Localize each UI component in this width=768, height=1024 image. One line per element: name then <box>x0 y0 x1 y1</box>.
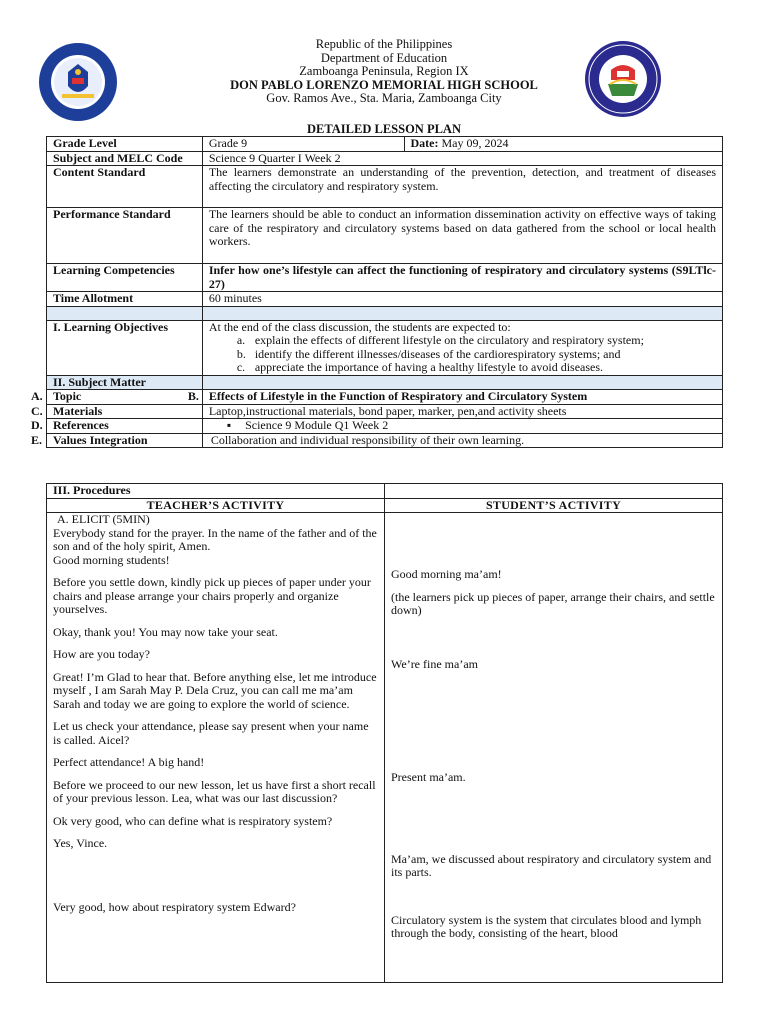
header-address: Gov. Ramos Ave., Sta. Maria, Zamboanga City <box>266 91 502 105</box>
values-label-cell <box>31 432 203 448</box>
performance-standard-row <box>47 208 723 264</box>
student-line: Good morning ma’am! <box>391 567 502 581</box>
document-header <box>0 36 768 126</box>
objective-item <box>233 334 716 348</box>
spacer-row <box>47 306 723 320</box>
grade-row <box>47 137 723 152</box>
date-cell <box>404 137 722 152</box>
student-line: (the learners pick up pieces of paper, arrange their chairs, and settle down) <box>391 589 715 617</box>
teacher-line: Yes, Vince. <box>53 836 108 850</box>
time-label: Time Allotment <box>47 292 203 307</box>
header-department: Department of Education <box>320 50 448 65</box>
performance-standard-label: Performance Standard <box>47 208 203 264</box>
teacher-line: Great! I’m Glad to hear that. Before anything else, let me introduce myself , I am Sarah May P. Dela Cruz, you can call me ma’am Sarah and today we are going to explore the world of science. <box>53 669 377 711</box>
teacher-line: Let us check your attendance, please say present when your name is called. Aicel? <box>53 719 369 747</box>
subject-label: Subject and MELC Code <box>47 151 203 166</box>
procedures-table <box>46 483 723 983</box>
references-cell <box>202 419 722 434</box>
content-standard-label: Content Standard <box>47 166 203 208</box>
objective-text: identify the different illnesses/diseases of the cardiorespiratory systems; and <box>254 346 621 361</box>
procedures-header-row <box>47 498 723 513</box>
school-seal-icon <box>584 40 662 118</box>
date-value: May 09, 2024 <box>441 136 509 150</box>
materials-label-cell <box>31 403 203 419</box>
objective-marker: c. <box>236 360 246 374</box>
objective-item <box>233 348 716 362</box>
subject-row <box>47 151 723 166</box>
date-label: Date: <box>410 136 439 150</box>
spacer-cell-left <box>47 306 203 320</box>
topic-label: Topic <box>53 389 82 403</box>
materials-row <box>47 404 723 419</box>
student-line: We’re fine ma’am <box>391 656 478 671</box>
subject-matter-row <box>47 375 723 390</box>
header-republic: Republic of the Philippines <box>315 37 453 51</box>
materials-value: Laptop,instructional materials, bond paper, marker, pen,and activity sheets <box>202 404 722 419</box>
references-value: Science 9 Module Q1 Week 2 <box>245 418 389 432</box>
objectives-label: I. Learning Objectives <box>47 320 203 375</box>
content-standard-row <box>47 166 723 208</box>
content-standard-value: The learners demonstrate an understanding of the prevention, detection, and treatment of diseases affecting the circulatory and respiratory system. <box>202 166 722 208</box>
competency-value: Infer how one’s lifestyle can affect the functioning of respiratory and circulatory systems (S9LTlc-27) <box>202 264 722 292</box>
header-text <box>180 38 588 106</box>
student-activity-cell <box>385 513 723 983</box>
procedures-title-row <box>47 484 723 499</box>
values-value: Collaboration and individual responsibility of their own learning. <box>202 433 722 448</box>
references-letter: D. <box>31 418 43 432</box>
competency-row <box>47 264 723 292</box>
references-row <box>47 419 723 434</box>
grade-label: Grade Level <box>47 137 203 152</box>
student-activity-header: STUDENT’S ACTIVITY <box>385 498 723 513</box>
bullet-icon: ▪ <box>226 418 232 432</box>
competency-label: Learning Competencies <box>47 264 203 292</box>
elicit-time: (5MIN) <box>112 512 150 526</box>
values-label: Values Integration <box>53 432 148 447</box>
header-region: Zamboanga Peninsula, Region IX <box>299 64 469 78</box>
procedures-title-blank <box>385 484 723 499</box>
topic-label-cell <box>31 389 203 405</box>
objective-text: explain the effects of different lifestyle on the circulatory and respiratory system; <box>254 333 644 347</box>
time-value: 60 minutes <box>202 292 722 307</box>
document-title: DETAILED LESSON PLAN <box>307 122 461 136</box>
subject-value: Science 9 Quarter I Week 2 <box>202 151 722 166</box>
values-letter: E. <box>31 432 43 447</box>
subject-matter-blank <box>202 375 722 390</box>
teacher-line: Before we proceed to our new lesson, let us have first a short recall of your previous lesson. Lea, what was our last discussion? <box>53 777 376 805</box>
deped-seal-icon <box>38 42 118 122</box>
objective-text: appreciate the importance of having a healthy lifestyle to avoid diseases. <box>254 360 604 374</box>
objectives-list <box>209 334 716 375</box>
elicit-label: A. ELICIT <box>57 512 110 526</box>
header-school-name: DON PABLO LORENZO MEMORIAL HIGH SCHOOL <box>230 77 538 92</box>
lesson-plan-table <box>31 136 723 448</box>
references-label-cell <box>31 418 203 434</box>
objectives-intro: At the end of the class discussion, the students are expected to: <box>208 319 511 334</box>
teacher-line: Ok very good, who can define what is respiratory system? <box>53 813 333 828</box>
objectives-row <box>47 320 723 375</box>
topic-b-letter: B. <box>187 389 199 403</box>
teacher-line: Everybody stand for the prayer. In the name of the father and of the son and of the holy spirit, Amen. <box>53 525 377 553</box>
objective-marker: a. <box>236 333 246 347</box>
topic-letter: A. <box>31 389 43 403</box>
performance-standard-value: The learners should be able to conduct an information dissemination activity on effective ways of taking care of the respiratory and circulatory systems based on data gathered from the school or local health workers. <box>202 208 722 264</box>
topic-value: Effects of Lifestyle in the Function of Respiratory and Circulatory System <box>202 390 722 405</box>
materials-letter: C. <box>31 403 43 418</box>
materials-label: Materials <box>53 403 103 418</box>
objective-item <box>233 361 716 375</box>
spacer-cell-right <box>202 306 722 320</box>
teacher-line: How are you today? <box>53 647 150 661</box>
student-line: Present ma’am. <box>391 770 466 784</box>
values-row <box>47 433 723 448</box>
teacher-line: Before you settle down, kindly pick up pieces of paper under your chairs and please arrange your chairs properly and organize yourselves. <box>53 575 371 616</box>
grade-value: Grade 9 <box>202 137 404 152</box>
teacher-line: Very good, how about respiratory system Edward? <box>53 899 296 914</box>
student-line: Circulatory system is the system that circulates blood and lymph through the body, consisting of the heart, blood <box>391 912 702 940</box>
subject-matter-label: II. Subject Matter <box>47 375 203 390</box>
teacher-activity-cell <box>47 513 385 983</box>
student-line: Ma’am, we discussed about respiratory and circulatory system and its parts. <box>391 851 712 879</box>
objective-marker: b. <box>236 346 246 361</box>
teacher-line: Good morning students! <box>53 552 170 567</box>
objectives-cell <box>202 320 722 375</box>
teacher-line: Perfect attendance! A big hand! <box>53 755 205 769</box>
references-label: References <box>53 418 109 432</box>
topic-row <box>47 390 723 405</box>
teacher-activity-header: TEACHER’S ACTIVITY <box>47 498 385 513</box>
time-row <box>47 292 723 307</box>
teacher-line: Okay, thank you! You may now take your seat. <box>53 624 278 639</box>
procedures-title: III. Procedures <box>47 484 385 499</box>
procedures-body-row <box>47 513 723 983</box>
